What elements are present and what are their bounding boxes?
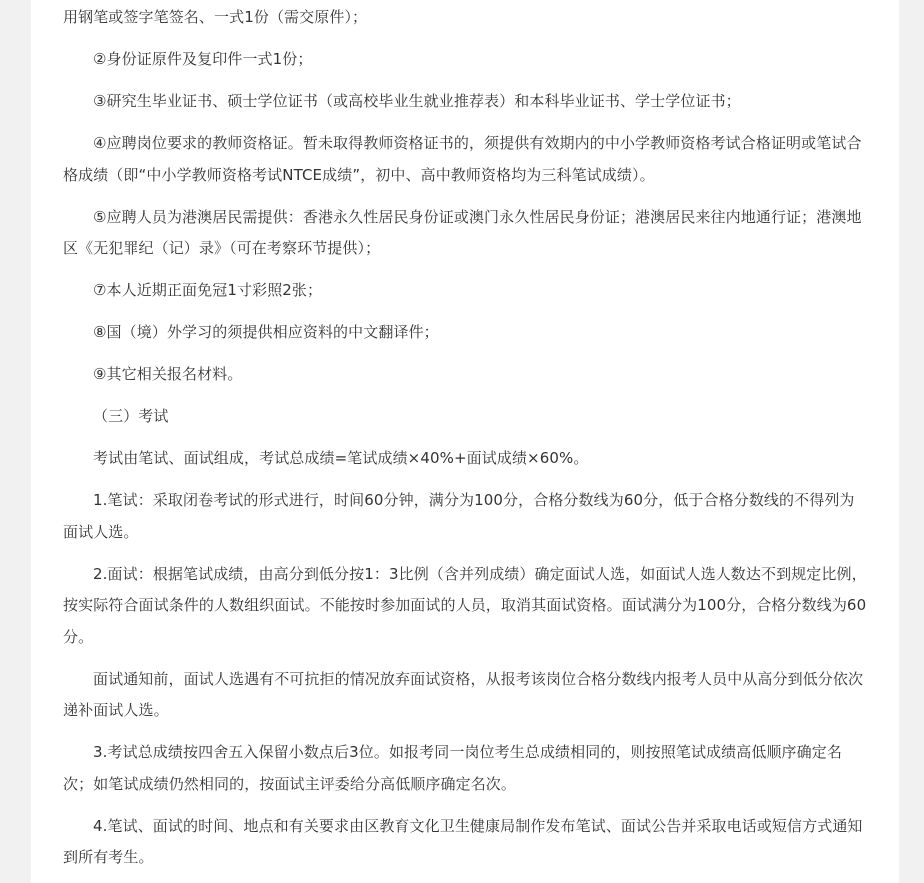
paragraph-degree-certificates: ③研究生毕业证书、硕士学位证书（或高校毕业生就业推荐表）和本科毕业证书、学士学位证书； <box>93 92 741 110</box>
paragraph-exam-composition: 考试由笔试、面试组成，考试总成绩=笔试成绩×40%+面试成绩×60%。 <box>93 449 589 467</box>
paragraph-other-materials: ⑨其它相关报名材料。 <box>93 365 243 383</box>
paragraph-signature-note: 用钢笔或签字笔签名、一式1份（需交原件）； <box>63 8 368 26</box>
paragraph-teacher-qualification: ④应聘岗位要求的教师资格证。暂未取得教师资格证书的，须提供有效期内的中小学教师资格考试合格证明或笔试合格成绩（即“中小学教师资格考试NTCE成绩”，初中、高中教师资格均为三科笔试成绩）。 <box>63 134 862 184</box>
paragraph-id-card: ②身份证原件及复印件一式1份； <box>93 50 313 68</box>
paragraph-hk-macau-residents: ⑤应聘人员为港澳居民需提供：香港永久性居民身份证或澳门永久性居民身份证；港澳居民来往内地通行证；港澳地区《无犯罪纪（记）录》（可在考察环节提供）； <box>63 207 862 257</box>
paragraph-written-exam: 1.笔试：采取闭卷考试的形式进行，时间60分钟，满分为100分，合格分数线为60分，低于合格分数线的不得列为面试人选。 <box>63 491 855 541</box>
paragraph-exam-notification: 4.笔试、面试的时间、地点和有关要求由区教育文化卫生健康局制作发布笔试、面试公告并采取电话或短信方式通知到所有考生。 <box>63 816 863 866</box>
paragraph-interview: 2.面试：根据笔试成绩，由高分到低分按1：3比例（含并列成绩）确定面试人选，如面试人选人数达不到规定比例，按实际符合面试条件的人数组织面试。不能按时参加面试的人员，取消其面试资格。面试满分为100分，合格分数线为60分。 <box>63 564 867 646</box>
paragraph-translations: ⑧国（境）外学习的须提供相应资料的中文翻译件； <box>93 323 439 341</box>
article-body <box>63 2 867 883</box>
paragraph-interview-substitution: 面试通知前，面试人选遇有不可抗拒的情况放弃面试资格，从报考该岗位合格分数线内报考人员中从高分到低分依次递补面试人选。 <box>63 669 864 719</box>
paragraph-photos: ⑦本人近期正面免冠1寸彩照2张； <box>93 281 323 299</box>
paragraph-total-score: 3.考试总成绩按四舍五入保留小数点后3位。如报考同一岗位考生总成绩相同的，则按照笔试成绩高低顺序确定名次；如笔试成绩仍然相同的，按面试主评委给分高低顺序确定名次。 <box>63 743 842 793</box>
section-heading-exam: （三）考试 <box>93 407 169 425</box>
document-page <box>31 0 899 883</box>
